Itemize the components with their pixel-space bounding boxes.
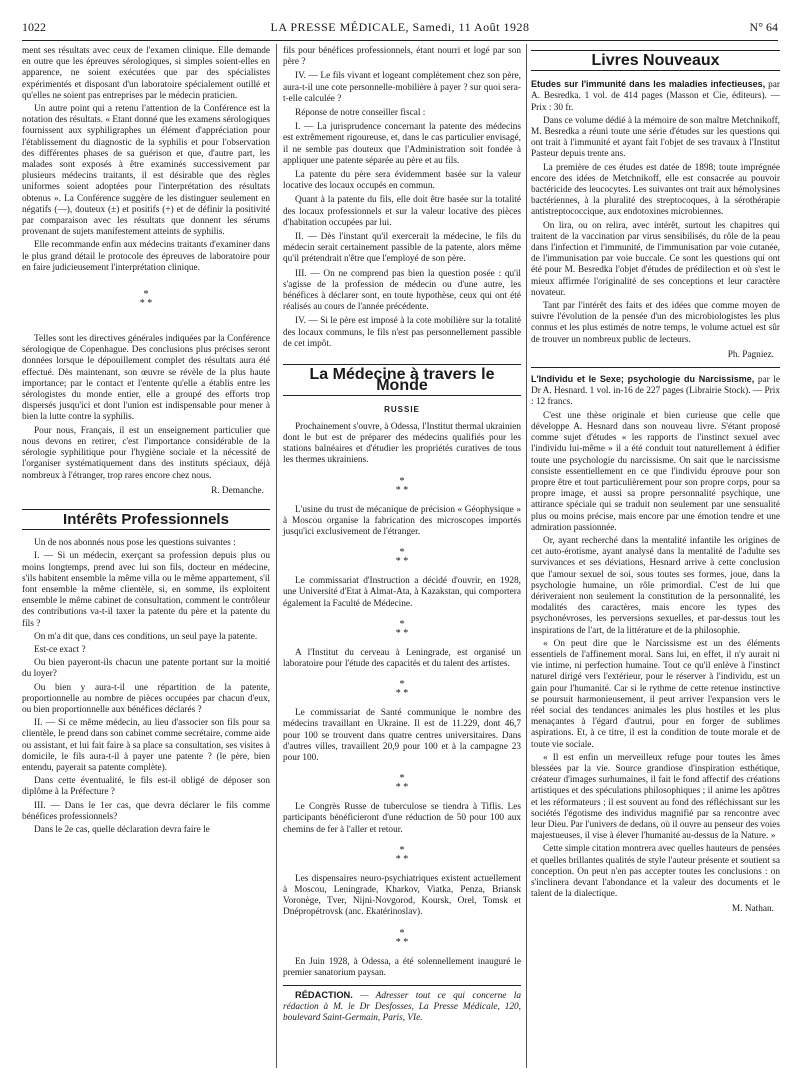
paragraph: III. — Dans le 1er cas, que devra déclarer le fils comme bénéfices professionnels? xyxy=(22,800,270,822)
page-header xyxy=(22,20,778,40)
paragraph: fils pour bénéfices professionnels, étant nourri et logé par son père ? xyxy=(283,46,521,68)
paragraph: Tant par l'intérêt des faits et des idées que comme moyen de suivre l'évolution de la pensée d'un des microbiologistes les plus connus et les plus estimés de notre temps, le volume actuel est sûr de trouver un nombreux public de lecteurs. xyxy=(531,301,780,345)
column-middle xyxy=(283,46,521,1028)
paragraph: On lira, ou on relira, avec intérêt, surtout les chapitres qui traitent de la vaccination par virus sensibilisés, du rôle de la peau dans l'infection et l'immunité, de l'immunisation par voie cutanée, de l'immunisation par voie buccale. Ce sont les questions qui ont été pour M. Besredka l'objet d'études de prédilection et où s'est le mieux affirmée l'originalité de ses conceptions et leur caractère novateur. xyxy=(531,220,780,298)
journal-title: LA PRESSE MÉDICALE, Samedi, 11 Août 1928 xyxy=(270,20,530,34)
asterism: * * * xyxy=(139,289,153,310)
section-title-interets: Intérêts Professionnels xyxy=(22,509,270,530)
paragraph: Réponse de notre conseiller fiscal : xyxy=(295,108,426,119)
paragraph: Elle recommande enfin aux médecins traitants d'examiner dans le plus grand détail le protocole des épreuves de laboratoire pour en faire judicieusement l'interprétation clinique. xyxy=(22,240,270,273)
paragraph: II. — Si ce même médecin, au lieu d'associer son fils pour sa clientèle, le prend dans son cabinet comme secrétaire, comme aide ou assistant, et lui fait faire à sa place sa consultation, ses visites à domicile, le fils aura-t-il à payer une patente ? (le père, bien entendu, payerait sa patente complète). xyxy=(22,718,270,773)
paragraph: Dans ce volume dédié à la mémoire de son maître Metchnikoff, M. Besredka a réuni toute une série d'études sur les questions qui ont trait à l'immunité et ayant fait l'objet de ses travaux à l'Institut Pasteur depuis trente ans. xyxy=(531,115,780,160)
paragraph: Ou bien y aura-t-il une répartition de la patente, proportionnelle au nombre de pièces occupées par chacun d'eux, ou bien proportionnelle aux bénéfices déclarés ? xyxy=(22,682,270,715)
header-rule xyxy=(22,40,778,41)
news-item: Le commissariat d'Instruction a décidé d'ouvrir, en 1928, une Université d'Etat à Almat-Ata, à Kazakstan, qui comportera également la Faculté de Médecine. xyxy=(283,576,521,609)
column-left xyxy=(22,46,270,838)
reviewer-signature: Ph. Pagniez. xyxy=(727,349,774,360)
column-divider xyxy=(276,44,277,1068)
paragraph: Dans cette éventualité, le fils est-il obligé de déposer son diplôme à la Préfecture ? xyxy=(22,776,270,798)
asterism: * * * xyxy=(395,844,409,865)
page-number: 1022 xyxy=(22,20,46,34)
news-item: Les dispensaires neuro-psychiatriques existent actuellement à Moscou, Leningrade, Kharkov, Viatka, Penza, Briansk Voronège, Tver, Nijni-Novgorod, Koursk, Orel, Tomsk et Dnépropétrovsk (anc. Ekatérinoslav). xyxy=(283,873,521,918)
paragraph: Telles sont les directives générales indiquées par la Conférence sérologique de Copenhague. Des conclusions plus précises seront données lorsque le dépouillement complet des résultats aura été effectué. Dès maintenant, son œuvre se révèle de la plus haute importance; par le contact et l'entente qu'elle a établis entre les sérologistes du monde entier, elle a groupé des efforts trop dispersés jusqu'ici et dont l'union est indispensable pour mener à bien la lutte contre la syphilis. xyxy=(22,334,270,423)
book-entry-heading xyxy=(531,374,780,409)
column-right xyxy=(531,46,780,922)
section-title-medecine: La Médecine à travers le Monde xyxy=(283,364,521,396)
paragraph: « Il est enfin un merveilleux refuge pour toutes les âmes blessées par la vie. Source grandiose d'inspiration esthétique, créateur d'images surhumaines, il fait le fond affectif des créations artistiques et des spéculations philosophiques ; il anime les apôtres et les réformateurs ; il est souvent au fond des réfléchissant sur les sociétés l'égotisme des individus magnifié par sa rencontre avec leur Dieu. Par l'univers de dedans, où il ouvre au penseur des voies majestueuses, il vise à élever l'humanité au-dessus de la Nature. » xyxy=(531,752,781,842)
paragraph: I. — Si un médecin, exerçant sa profession depuis plus ou moins longtemps, prend avec lui son fils, docteur en médecine, s'ils habitent ensemble la même villa ou le même appartement, s'il font ensemble la même clientèle, si, en somme, ils exploitent ensemble le même cabinet de consultation, comment le contrôleur des contributions va-t-il taxer la patente du père et la patente du fils ? xyxy=(22,551,270,629)
paragraph: « On peut dire que le Narcissisme est un des éléments essentiels de l'affinement moral. Sans lui, en effet, il n'y aurait ni vie intime, ni perfection humaine. Tout ce qu'il enlève à l'instinct naturel dirigé vers l'extérieur, pour le réserver à l'individu, est un gain pour l'humanité. Car si le rythme de cette retenue instinctive se poursuit harmonieusement, il peut arriver l'expansion vers le réel social des tendances animales les plus hostiles et les plus menaçantes à l'égard d'autrui, pour en forger de sublimes aspirations. Et, à ce titre, il est la condition de toute morale et de toute vie sociale. xyxy=(531,638,780,750)
asterism: * * * xyxy=(395,618,409,639)
paragraph: II. — Dès l'instant qu'il exercerait la médecine, le fils du médecin serait certainement passible de la patente, alors même qu'il prétendrait n'être que l'employé de son père. xyxy=(283,232,521,265)
redaction-notice xyxy=(283,985,521,1025)
news-item: En Juin 1928, à Odessa, a été solennellement inauguré le premier sanatorium paysan. xyxy=(283,956,521,978)
book-title: L'Individu et le Sexe; psychologie du Narcissisme, xyxy=(531,374,755,385)
paragraph: Un de nos abonnés nous pose les questions suivantes : xyxy=(34,538,236,549)
paragraph: Un autre point qui a retenu l'attention de la Conférence est la notation des résultats. « Etant donné que les examens sérologiques fournissent aux syphiligraphes un élément d'appréciation pour l'établissement du diagnostic de la syphilis et pour l'observation des différentes phases de sa guérison et que, d'autre part, les malades sont exposés à être examinés successivement par plusieurs médecins traitants, il est désirable que des règles uniformes soient adoptées pour l'interprétation des résultats obtenus ». La Conférence suggère de les distinguer seulement en négatifs (—), douteux (±) et positifs (+) et de définir la positivité par comparaison avec les résultats que donnent les sérums provenant de sujets manifestement atteints de syphilis. xyxy=(22,104,270,238)
asterism: * * * xyxy=(395,475,409,496)
redaction-text: — Adresser tout ce qui concerne la rédaction à M. le Dr Desfosses, La Presse Médicale, 120, boulevard Saint-Germain, Paris, VIe. xyxy=(283,990,521,1024)
asterism: * * * xyxy=(395,927,409,948)
redaction-label: RÉDACTION. xyxy=(295,989,353,1000)
paragraph: Ou bien payeront-ils chacun une patente portant sur la moitié du loyer? xyxy=(22,658,270,680)
paragraph: III. — On ne comprend pas bien la question posée : qu'il s'agisse de la profession de médecin ou d'une autre, les bénéfices à déclarer sont, en toute hypothèse, ceux qui ont été réalisés au cours de l'année précédente. xyxy=(283,268,521,313)
paragraph: IV. — Le fils vivant et logeant complètement chez son père, aura-t-il une cote personnelle-mobilière à payer ? sur quoi sera-t-elle calculée ? xyxy=(283,71,521,104)
subsection-russie: RUSSIE xyxy=(384,405,420,415)
paragraph: Pour nous, Français, il est un enseignement particulier que nous devons en retirer, c'est l'importance considérable de la sérologie syphilitique pour l'hygiène sociale et la nécessité de l'organiser systématiquement dans des instituts spéciaux, déjà nombreux à l'étranger, trop rares encore chez nous. xyxy=(22,425,270,481)
book-meta: par le Dr A. Hesnard. 1 vol. in-16 de 227 pages (Librairie Stock). — Prix : 12 francs. xyxy=(531,375,781,408)
news-item: Le Congrès Russe de tuberculose se tiendra à Tiflis. Les participants bénéficieront d'une réduction de 50 pour 100 aux chemins de fer à l'aller et retour. xyxy=(283,802,521,835)
news-item: L'usine du trust de mécanique de précision « Géophysique » à Moscou organise la fabrication des microscopes importés jusqu'ici exclusivement de l'étranger. xyxy=(283,504,521,537)
paragraph: Dans le 2e cas, quelle déclaration devra faire le xyxy=(34,824,210,835)
news-item: A l'Institut du cerveau à Leningrade, est organisé un laboratoire pour l'étude des capacités et du talent des artistes. xyxy=(283,647,521,669)
book-meta: par A. Besredka. 1 vol. de 414 pages (Masson et Cie, éditeurs). — Prix : 30 fr. xyxy=(531,80,780,113)
paragraph: Cette simple citation montrera avec quelles hauteurs de pensées et quelles brillantes qualités de style l'auteur présente et soutient sa conception. On peut n'en pas accepter toutes les conclusions : on s'inclinera devant l'abondance et la valeur des documents et le talent de la dialectique. xyxy=(531,844,780,900)
author-signature: R. Demanche. xyxy=(211,485,264,496)
paragraph: La première de ces études est datée de 1898; toute imprégnée encore des idées de Metchnikoff, elle est consacrée au pouvoir bactéricide des leucocytes. Les suivantes ont trait aux hémolysines bactériennes, à la pluralité des streptocoques, à la sérothérapie antistreptococcique, aux endotoxines microbiennes. xyxy=(531,162,780,218)
paragraph: La patente du père sera évidemment basée sur la valeur locative des locaux occupés en commun. xyxy=(283,170,521,192)
section-title-livres: Livres Nouveaux xyxy=(531,50,780,71)
paragraph: Quant à la patente du fils, elle doit être basée sur la totalité des locaux professionnels et sur la valeur locative des pièces d'habitation occupées par lui. xyxy=(283,195,521,228)
news-item: Le commissariat de Santé communique le nombre des médecins travaillant en Ukraine. Il est de 11.229, dont 46,7 pour 100 se trouvent dans quatre centres universitaires. Dans d'autres villes, travaillent 20,9 pour 100 et à la campagne 23 pour 100. xyxy=(283,708,521,763)
paragraph: C'est une thèse originale et bien curieuse que celle que développe A. Hesnard dans son nouveau livre. S'étant proposé comme sujet d'études « les rapports de l'instinct sexuel avec l'individu lui-même » il a été conduit tout naturellement à édifier toute une psychologie du narcissisme. On sait que le narcissisme consiste essentiellement en ce que l'individu éprouve pour son propre être et tout particulièrement pour son propre corps, pour sa propre image, et aussi sa propre personnalité psychique, une attirance spéciale qui se traduit non seulement par une sensualité plus ou moins précise, mais encore par une émotion tendre et une admiration passionnée. xyxy=(531,410,780,533)
asterism: * * * xyxy=(395,547,409,568)
asterism: * * * xyxy=(395,773,409,794)
paragraph: IV. — Si le père est imposé à la cote mobilière sur la totalité des locaux communs, le fils n'est pas personnellement passible de cet impôt. xyxy=(283,316,521,349)
asterism: * * * xyxy=(395,679,409,700)
paragraph: Or, ayant recherché dans la mentalité infantile les origines de cet auto-érotisme, ayant analysé dans la mentalité de l'adulte ses survivances et ses déviations, Hesnard arrive à cette conclusion que l'amour sexuel de soi, sous toutes ses formes, joue, dans la psychologie humaine, un rôle primordial. C'est de lui que dériveraient non seulement la constitution de la personnalité, les modalités des caractères, mais encore les types des psychonévroses, les perversions sexuelles, et par-dessus tout les inspirations de l'art, de la littérature et de la philosophie. xyxy=(531,535,780,636)
paragraph: On m'a dit que, dans ces conditions, un seul paye la patente. xyxy=(34,631,258,642)
paragraph: Est-ce exact ? xyxy=(34,644,86,655)
paragraph: ment ses résultats avec ceux de l'examen clinique. Elle demande en outre que les épreuves sérologiques, si simples soient-elles en apparence, ne soient exécutées que par des spécialistes expérimentés et disposant d'un laboratoire spécialement outillé et qu'elles ne soient pas entreprises par le médecin praticien. xyxy=(22,46,270,101)
paragraph: I. — La jurisprudence concernant la patente des médecins est extrêmement rigoureuse, et, dans le cas particulier envisagé, il ne semble pas douteux que l'Administration soit fondée à appliquer une patente séparée au père et au fils. xyxy=(283,122,521,166)
reviewer-signature: M. Nathan. xyxy=(731,904,774,915)
book-title: Etudes sur l'immunité dans les maladies infectieuses, xyxy=(531,79,766,90)
divider xyxy=(531,367,780,368)
book-entry-heading xyxy=(531,79,780,114)
news-item: Prochainement s'ouvre, à Odessa, l'Institut thermal ukrainien dont le but est de préparer des médecins qualifiés pour les stations balnéaires et d'étudier les propriétés curatives de tous les thermes ukrainiens. xyxy=(283,421,521,466)
issue-number: N° 64 xyxy=(749,20,778,34)
column-divider xyxy=(526,44,527,1068)
